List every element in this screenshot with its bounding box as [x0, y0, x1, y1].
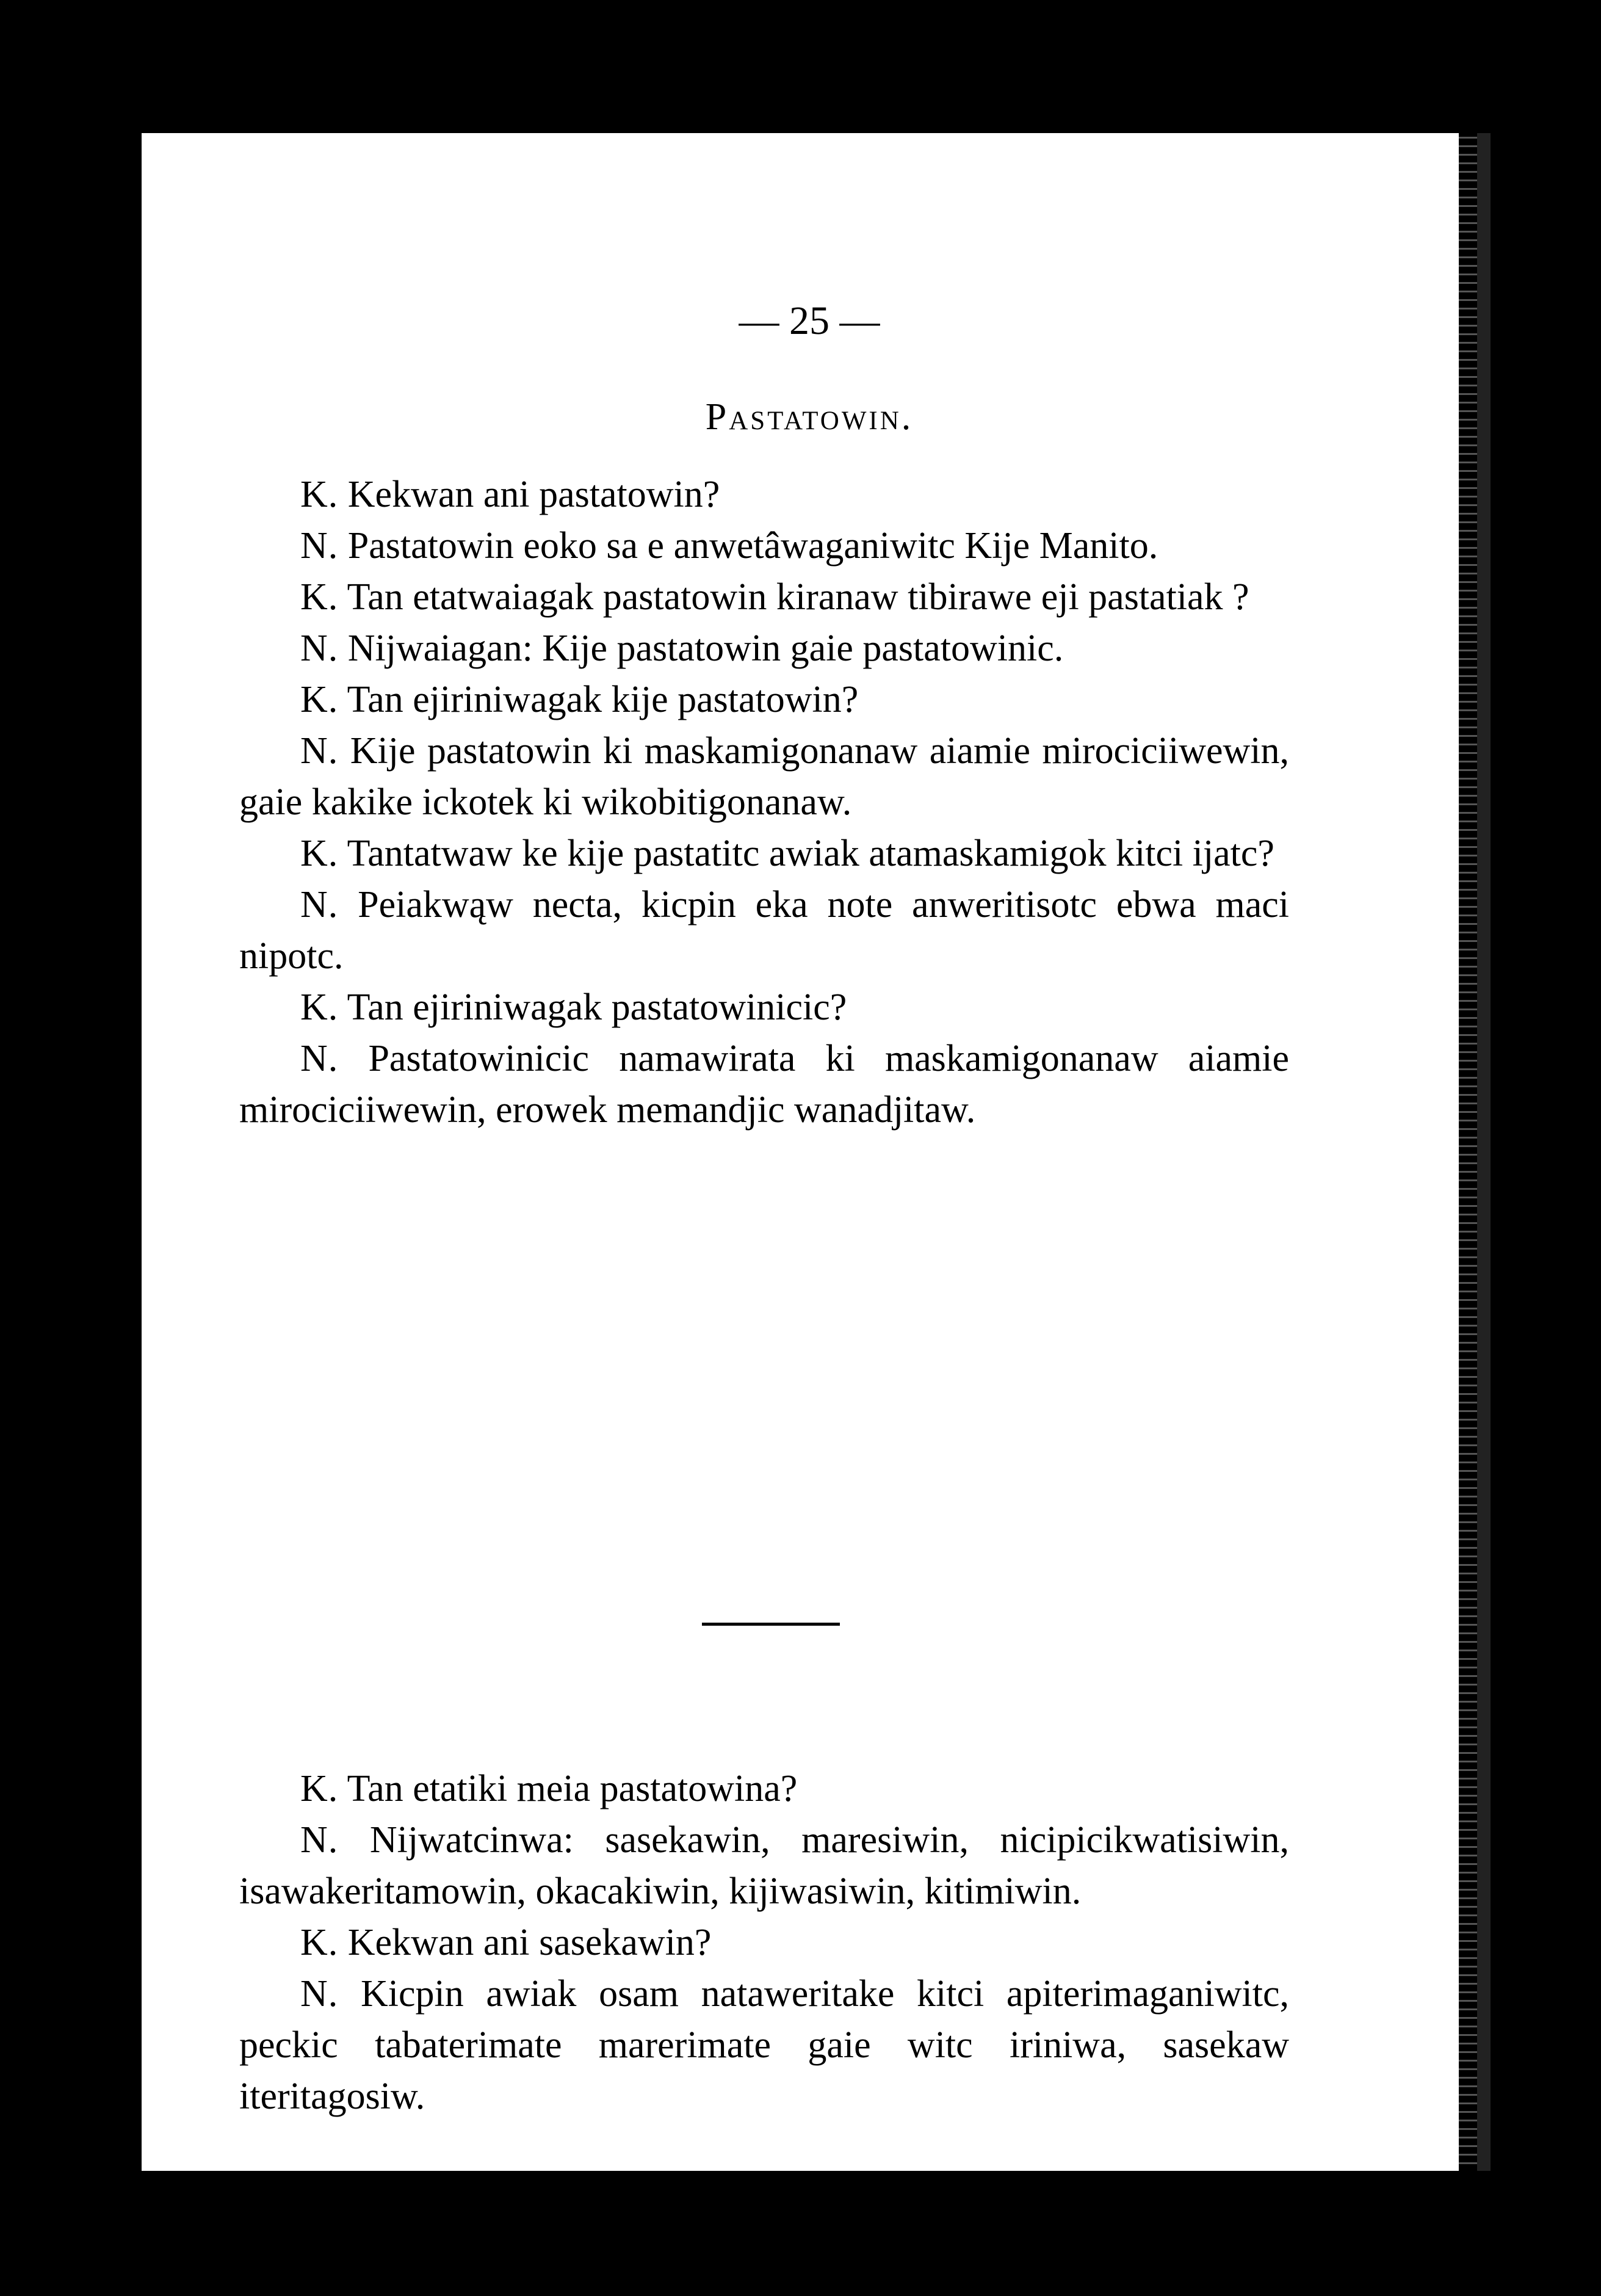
paragraph	[239, 1033, 1289, 1135]
paragraph	[239, 469, 1289, 520]
paragraph-text: Tan etatwaiagak pastatowin kiranaw tibirawe eji pastatiak ?	[347, 576, 1249, 618]
paragraph	[239, 982, 1289, 1033]
speaker-label: N.	[300, 628, 339, 669]
paragraph-text: Tan etatiki meia pastatowina?	[347, 1768, 798, 1809]
dialogue-block-2	[239, 1763, 1289, 2122]
paragraph-text: Tantatwaw ke kije pastatitc awiak atamaskamigok kitci ijatc?	[347, 833, 1274, 874]
speaker-label: K.	[300, 474, 339, 515]
paragraph	[239, 571, 1289, 623]
paragraph	[239, 623, 1289, 674]
paragraph	[239, 1814, 1289, 1917]
speaker-label: K.	[300, 576, 339, 618]
paragraph-text: Kekwan ani sasekawin?	[347, 1922, 712, 1963]
paragraph-text: Kicpin awiak osam nataweritake kitci apiterimaganiwitc, peckic tabaterimate marerimate gaie witc iriniwa, sasekaw iteritagosiw.	[239, 1973, 1289, 2117]
paragraph	[239, 879, 1289, 982]
paragraph	[239, 725, 1289, 828]
speaker-label: K.	[300, 679, 339, 720]
speaker-label: K.	[300, 987, 339, 1028]
paragraph-text: Pastatowinicic namawirata ki maskamigonanaw aiamie mirociciiwewin, erowek memandjic wanadjitaw.	[239, 1038, 1289, 1131]
dialogue-block-1	[239, 469, 1289, 1135]
speaker-label: N.	[300, 1973, 339, 2015]
paragraph	[239, 520, 1289, 571]
paragraph-text: Peiakwąw necta, kicpin eka note anweritisotc ebwa maci nipotc.	[239, 884, 1290, 977]
section-divider	[702, 1623, 840, 1626]
paragraph-text: Kekwan ani pastatowin?	[347, 474, 720, 515]
paragraph-text: Nijwaiagan: Kije pastatowin gaie pastatowinic.	[347, 628, 1064, 669]
speaker-label: N.	[300, 1819, 339, 1861]
speaker-label: N.	[300, 884, 339, 925]
speaker-label: K.	[300, 1922, 339, 1963]
paragraph	[239, 1763, 1289, 1814]
paragraph-text: Pastatowin eoko sa e anwetâwaganiwitc Kije Manito.	[347, 525, 1158, 567]
section-title: Pastatowin.	[705, 396, 914, 438]
speaker-label: K.	[300, 1768, 339, 1809]
page-number: — 25 —	[739, 299, 880, 343]
paragraph-text: Nijwatcinwa: sasekawin, maresiwin, nicipicikwatisiwin, isawakeritamowin, okacakiwin, kijiwasiwin, kitimiwin.	[239, 1819, 1290, 1912]
paragraph	[239, 674, 1289, 725]
paragraph	[239, 828, 1289, 879]
paragraph	[239, 1968, 1289, 2122]
speaker-label: N.	[300, 730, 339, 772]
book-page	[142, 133, 1491, 2171]
speaker-label: N.	[300, 525, 339, 567]
paragraph-text: Kije pastatowin ki maskamigonanaw aiamie mirociciiwewin, gaie kakike ickotek ki wikobitigonanaw.	[239, 730, 1290, 823]
paragraph-text: Tan ejiriniwagak pastatowinicic?	[347, 987, 847, 1028]
speaker-label: K.	[300, 833, 339, 874]
paragraph	[239, 1917, 1289, 1968]
paragraph-text: Tan ejiriniwagak kije pastatowin?	[347, 679, 859, 720]
speaker-label: N.	[300, 1038, 339, 1079]
